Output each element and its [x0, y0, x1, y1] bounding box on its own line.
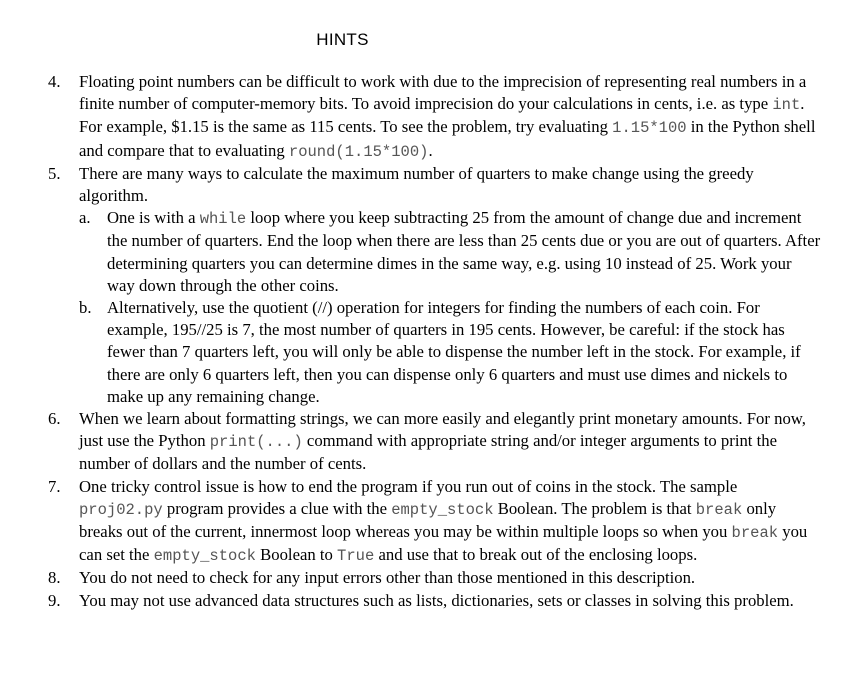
hint-number: 6. [48, 409, 61, 429]
code-snippet: print(...) [209, 433, 303, 452]
hint-text: There are many ways to calculate the maximum number of quarters to make change using the greedy algorithm. [79, 163, 754, 206]
hint-body [79, 567, 823, 589]
hint-item [48, 476, 823, 568]
page-title: HINTS [316, 30, 369, 49]
hint-list [48, 71, 823, 612]
hint-text: . For example, $1.15 is the same as 115 cents. To see the problem, try evaluating [79, 94, 805, 137]
hint-number: 9. [48, 590, 61, 610]
hint-number: 7. [48, 476, 61, 496]
hint-text: . [428, 140, 433, 160]
code-snippet: empty_stock [391, 500, 494, 519]
hint-subitem-body [107, 207, 823, 297]
code-snippet: break [695, 500, 743, 519]
code-snippet: round(1.15*100) [288, 142, 429, 161]
hint-text: and use that to break out of the enclosing loops. [374, 545, 698, 565]
hint-body [79, 71, 823, 163]
hint-text: Floating point numbers can be difficult to work with due to the imprecision of representing real numbers in a finite number of computer-memory bits. To avoid imprecision do your calculations in cents, i.e. as type [79, 72, 807, 114]
hint-subitem-letter: a. [79, 208, 91, 228]
hint-text: Boolean. The problem is that [493, 498, 696, 518]
hint-body [79, 163, 823, 207]
hint-text: you can set the [79, 522, 808, 565]
hint-text: command with appropriate string and/or integer arguments to print the number of dollars and the number of cents. [79, 431, 777, 474]
hint-subitem [79, 207, 823, 297]
hint-item [48, 71, 823, 163]
hint-text: Alternatively, use the quotient (//) operation for integers for finding the numbers of each coin. For example, 195//25 is 7, the most number of quarters in 195 cents. However, be careful: if the stock has fewer than 7 quarters left, you will only be able to dispense the number left in the stock. For example, if there are only 6 quarters left, then you can dispense only 6 quarters and must use dimes and nickels to make up any remaining change. [107, 298, 801, 406]
hint-text: loop where you keep subtracting 25 from the amount of change due and increment the number of quarters. End the loop when there are less than 25 cents due or you are out of quarters. After determining quarters you can determine dimes in the same way, e.g. using 10 instead of 25. Work your way down through the other coins. [107, 208, 821, 295]
hint-item [48, 163, 823, 408]
hint-number: 8. [48, 568, 61, 588]
hint-text: in the Python shell and compare that to evaluating [79, 117, 816, 160]
hint-subitem-body [107, 297, 823, 408]
code-snippet: empty_stock [153, 547, 256, 566]
code-snippet: 1.15*100 [612, 119, 687, 138]
hint-text: When we learn about formatting strings, we can more easily and elegantly print monetary amounts. For now, just use the Python [79, 409, 806, 451]
code-snippet: proj02.py [79, 500, 163, 519]
code-snippet: while [199, 210, 247, 229]
hint-text: only breaks out of the current, innermost loop whereas you may be within multiple loops so when you [79, 498, 777, 542]
hint-text: You may not use advanced data structures such as lists, dictionaries, sets or classes in solving this problem. [79, 590, 794, 610]
code-snippet: break [731, 524, 779, 543]
hint-item [48, 567, 823, 589]
hint-text: Boolean to [255, 545, 338, 565]
hint-text: You do not need to check for any input errors other than those mentioned in this description. [79, 568, 696, 588]
hint-body [79, 590, 823, 612]
hint-number: 5. [48, 163, 61, 183]
hint-text: One tricky control issue is how to end the program if you run out of coins in the stock. The sample [79, 476, 738, 496]
hint-number: 4. [48, 72, 61, 91]
hint-text: program provides a clue with the [162, 498, 392, 518]
code-snippet: int [772, 96, 801, 115]
hint-subitem-letter: b. [79, 298, 92, 318]
hint-body [79, 476, 823, 568]
hint-item [48, 408, 823, 476]
hint-item [48, 590, 823, 612]
hint-subitem [79, 297, 823, 408]
code-snippet: True [337, 547, 375, 566]
hint-body [79, 408, 823, 476]
hint-text: One is with a [107, 208, 200, 228]
